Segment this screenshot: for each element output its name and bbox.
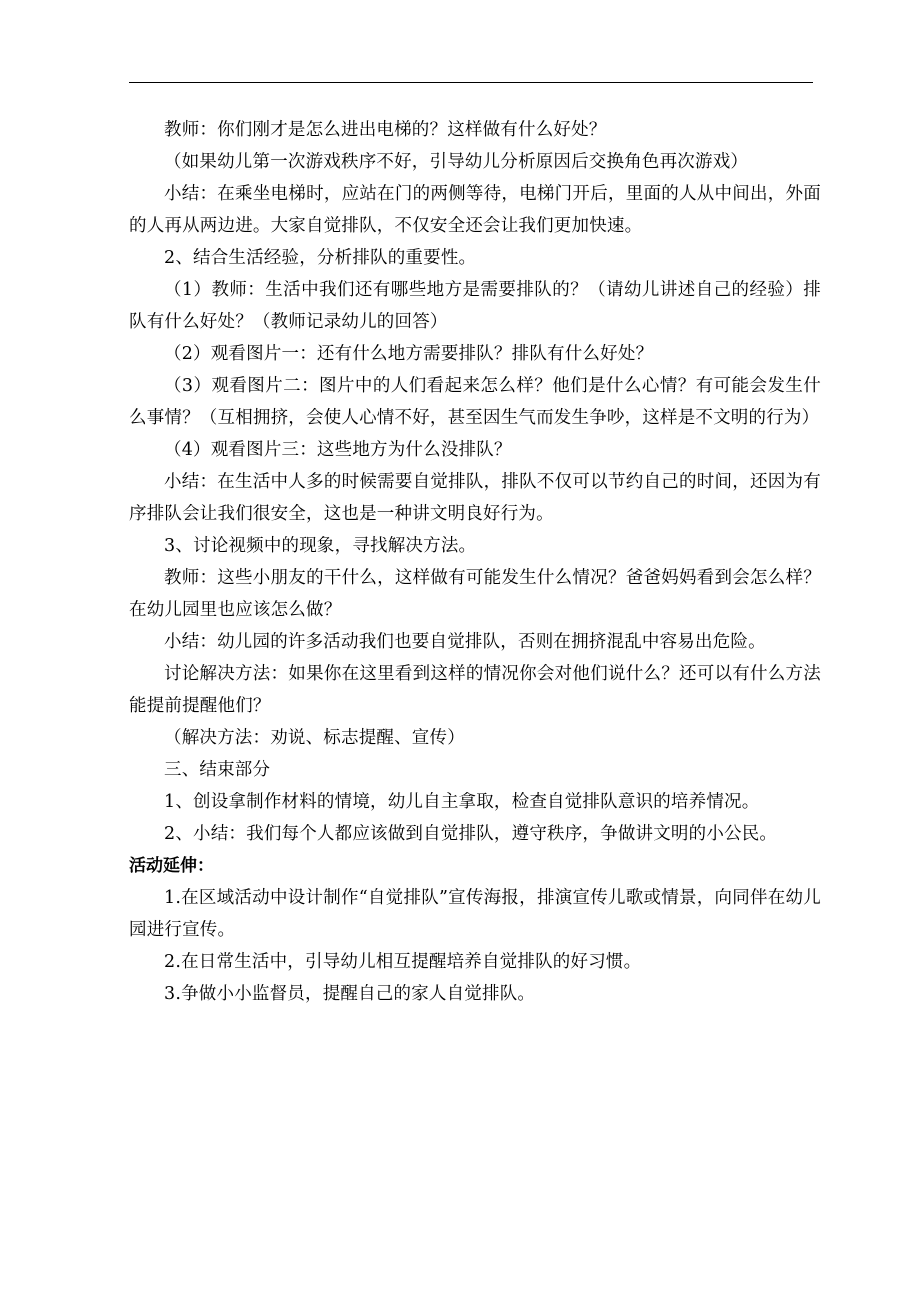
paragraph-step-2-item-3: （3）观看图片二：图片中的人们看起来怎么样？他们是什么心情？有可能会发生什么事情？（互相拥挤，会使人心情不好，甚至因生气而发生争吵，这样是不文明的行为） — [129, 376, 821, 428]
document-body — [129, 114, 821, 1010]
paragraph-video-question: 教师：这些小朋友的干什么，这样做有可能发生什么情况？爸爸妈妈看到会怎么样？在幼儿园里也应该怎么做？ — [129, 568, 821, 620]
paragraph-step-2-item-2: （2）观看图片一：还有什么地方需要排队？排队有什么好处？ — [164, 344, 654, 364]
paragraph-closing-item-1: 1、创设拿制作材料的情境，幼儿自主拿取，检查自觉排队意识的培养情况。 — [164, 792, 760, 812]
paragraph-solutions: （解决方法：劝说、标志提醒、宣传） — [164, 728, 465, 748]
paragraph-kindergarten-summary: 小结：幼儿园的许多活动我们也要自觉排队，否则在拥挤混乱中容易出危险。 — [164, 632, 766, 652]
paragraph-step-2-item-4: （4）观看图片三：这些地方为什么没排队？ — [164, 440, 512, 460]
paragraph-step-2-item-1: （1）教师：生活中我们还有哪些地方是需要排队的？（请幼儿讲述自己的经验）排队有什么好处？（教师记录幼儿的回答） — [129, 280, 821, 332]
extension-item-1: 1.在区域活动中设计制作“自觉排队”宣传海报，排演宣传儿歌或情景，向同伴在幼儿园进行宣传。 — [129, 888, 821, 940]
paragraph-elevator-summary: 小结：在乘坐电梯时，应站在门的两侧等待，电梯门开后，里面的人从中间出，外面的人再从两边进。大家自觉排队，不仅安全还会让我们更加快速。 — [129, 184, 821, 236]
paragraph-step-3-title: 3、讨论视频中的现象，寻找解决方法。 — [164, 536, 477, 556]
header-rule — [129, 82, 813, 83]
paragraph-closing-item-2: 2、小结：我们每个人都应该做到自觉排队，遵守秩序，争做讲文明的小公民。 — [164, 824, 778, 844]
paragraph-teacher-question: 教师：你们刚才是怎么进出电梯的？这样做有什么好处？ — [164, 120, 607, 140]
extension-item-2: 2.在日常生活中，引导幼儿相互提醒培养自觉排队的好习惯。 — [164, 952, 642, 972]
extension-heading: 活动延伸： — [129, 856, 214, 876]
extension-item-3: 3.争做小小监督员，提醒自己的家人自觉排队。 — [164, 984, 536, 1004]
paragraph-game-note: （如果幼儿第一次游戏秩序不好，引导幼儿分析原因后交换角色再次游戏） — [164, 152, 749, 172]
paragraph-step-2-title: 2、结合生活经验，分析排队的重要性。 — [164, 248, 477, 268]
paragraph-discussion: 讨论解决方法：如果你在这里看到这样的情况你会对他们说什么？还可以有什么方法能提前提醒他们？ — [129, 664, 821, 716]
paragraph-life-summary: 小结：在生活中人多的时候需要自觉排队，排队不仅可以节约自己的时间，还因为有序排队会让我们很安全，这也是一种讲文明良好行为。 — [129, 472, 821, 524]
paragraph-section-3-title: 三、结束部分 — [164, 760, 271, 780]
